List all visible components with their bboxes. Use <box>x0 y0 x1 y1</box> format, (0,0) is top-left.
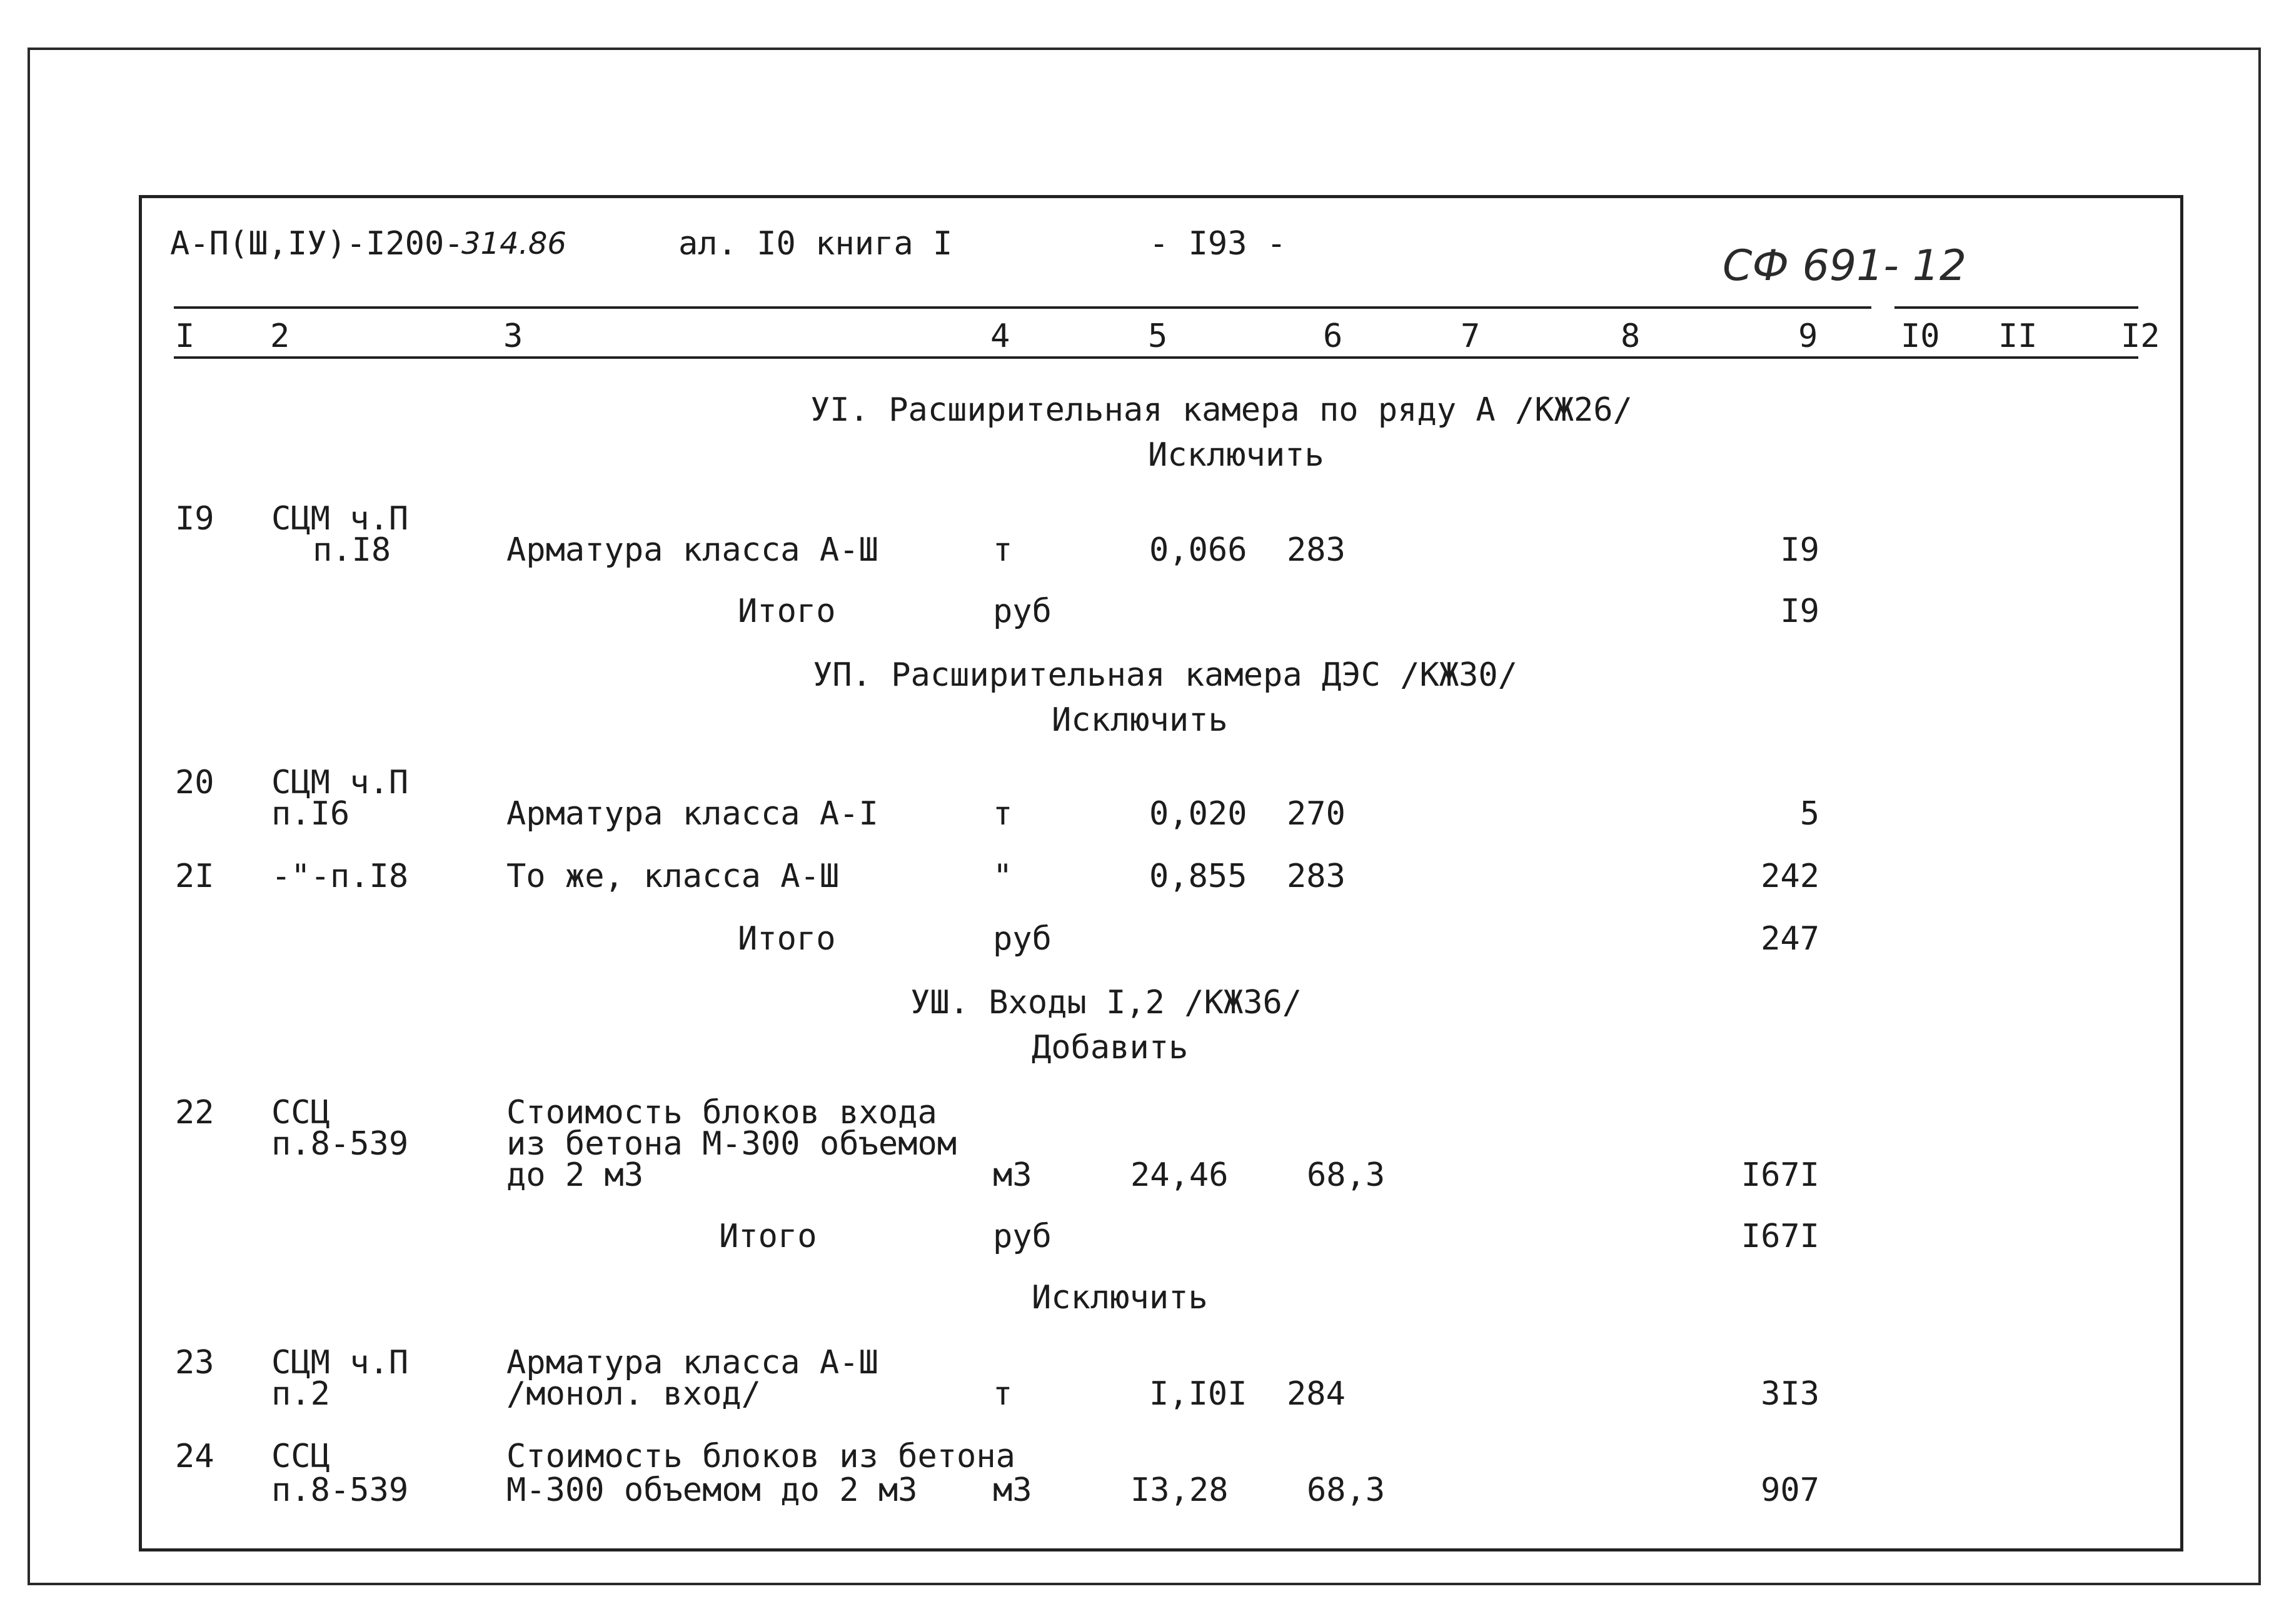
row-name-line2: М-300 объемом до 2 м3 <box>506 1471 918 1509</box>
row-unit: т <box>993 531 1013 569</box>
handwritten-stamp: СФ 691- 12 <box>1723 241 1967 291</box>
subtotal-unit: руб <box>993 920 1052 958</box>
row-number: 2I <box>175 858 214 895</box>
row-source-item: п.I8 <box>313 531 391 569</box>
row-name: То же, класса А-Ш <box>506 858 840 895</box>
row-name-line1: Стоимость блоков входа <box>506 1094 937 1131</box>
row-price: 270 <box>1287 795 1346 833</box>
col-9: 9 <box>1798 318 1818 355</box>
row-number: 20 <box>175 764 214 801</box>
row-total: I67I <box>1741 1156 1819 1194</box>
row-source: СЦМ ч.П <box>271 764 409 801</box>
row-source: -"-п.I8 <box>271 858 409 895</box>
doc-code: А-П(Ш,IУ)-I200- <box>170 225 464 263</box>
row-price: 68,3 <box>1307 1156 1386 1194</box>
row-price: 283 <box>1287 531 1346 569</box>
row-source-item: п.8-539 <box>271 1125 409 1163</box>
row-source-item: п.I6 <box>271 795 350 833</box>
row-source: СЦМ ч.П <box>271 500 409 538</box>
row-total: 907 <box>1761 1471 1819 1509</box>
header-rule-bottom <box>174 356 2138 359</box>
row-number: 23 <box>175 1344 214 1381</box>
row-unit: т <box>993 795 1013 833</box>
row-total: 3I3 <box>1761 1375 1819 1413</box>
row-source-item: п.2 <box>271 1375 330 1413</box>
row-total: 5 <box>1799 795 1819 833</box>
col-8: 8 <box>1621 318 1641 355</box>
row-name: Арматура класса А-Ш <box>506 531 878 569</box>
section-action: Исключить <box>1148 436 1324 474</box>
col-10: I0 <box>1901 318 1940 355</box>
subtotal-unit: руб <box>993 1218 1052 1255</box>
subtotal-label: Итого <box>719 1218 817 1255</box>
section-title: УШ. Входы I,2 /КЖ36/ <box>910 984 1302 1021</box>
col-2: 2 <box>270 318 290 355</box>
header-rule-top-right <box>1894 306 2138 309</box>
row-quantity: 0,020 <box>1149 795 1247 833</box>
row-name-line1: Арматура класса А-Ш <box>506 1344 878 1381</box>
doc-code-handwritten: 314.86 <box>461 226 566 261</box>
row-quantity: 0,855 <box>1149 858 1247 895</box>
row-total: 242 <box>1761 858 1819 895</box>
row-number: 24 <box>175 1438 214 1475</box>
row-quantity: 24,46 <box>1130 1156 1229 1194</box>
page-number: - I93 - <box>1149 225 1287 263</box>
col-5: 5 <box>1148 318 1168 355</box>
row-name-line2: /монол. вход/ <box>506 1375 761 1413</box>
section-action: Добавить <box>1032 1029 1189 1066</box>
row-quantity: 0,066 <box>1149 531 1247 569</box>
album-book: ал. I0 книга I <box>678 225 953 263</box>
row-name-line1: Стоимость блоков из бетона <box>506 1438 1015 1475</box>
section-action: Исключить <box>1052 701 1228 739</box>
subtotal-value: 247 <box>1761 920 1819 958</box>
col-11: II <box>1998 318 2038 355</box>
row-unit: м3 <box>993 1471 1032 1509</box>
col-6: 6 <box>1323 318 1343 355</box>
row-number: I9 <box>175 500 214 538</box>
subtotal-unit: руб <box>993 593 1052 630</box>
row-name-line2: из бетона М-300 объемом <box>506 1125 957 1163</box>
row-unit: " <box>993 858 1013 895</box>
subtotal-label: Итого <box>738 593 836 630</box>
row-quantity: I3,28 <box>1130 1471 1229 1509</box>
section-title: УI. Расширительная камера по ряду А /КЖ26/ <box>810 391 1632 429</box>
subtotal-label: Итого <box>738 920 836 958</box>
col-7: 7 <box>1461 318 1481 355</box>
col-1: I <box>175 318 195 355</box>
col-12: I2 <box>2121 318 2160 355</box>
subtotal-value: I67I <box>1741 1218 1819 1255</box>
section-title: УП. Расширительная камера ДЭС /КЖ30/ <box>813 656 1518 694</box>
row-price: 284 <box>1287 1375 1346 1413</box>
col-4: 4 <box>990 318 1010 355</box>
col-3: 3 <box>503 318 523 355</box>
row-total: I9 <box>1780 531 1819 569</box>
row-source: СЦМ ч.П <box>271 1344 409 1381</box>
section-action: Исключить <box>1032 1279 1208 1316</box>
row-source: ССЦ <box>271 1094 330 1131</box>
row-unit: м3 <box>993 1156 1032 1194</box>
row-unit: т <box>993 1375 1013 1413</box>
row-number: 22 <box>175 1094 214 1131</box>
row-source: ССЦ <box>271 1438 330 1475</box>
row-name-line3: до 2 м3 <box>506 1156 644 1194</box>
subtotal-value: I9 <box>1780 593 1819 630</box>
row-price: 68,3 <box>1307 1471 1386 1509</box>
row-price: 283 <box>1287 858 1346 895</box>
row-name: Арматура класса А-I <box>506 795 878 833</box>
row-quantity: I,I0I <box>1149 1375 1247 1413</box>
header-rule-top-left <box>174 306 1871 309</box>
row-source-item: п.8-539 <box>271 1471 409 1509</box>
